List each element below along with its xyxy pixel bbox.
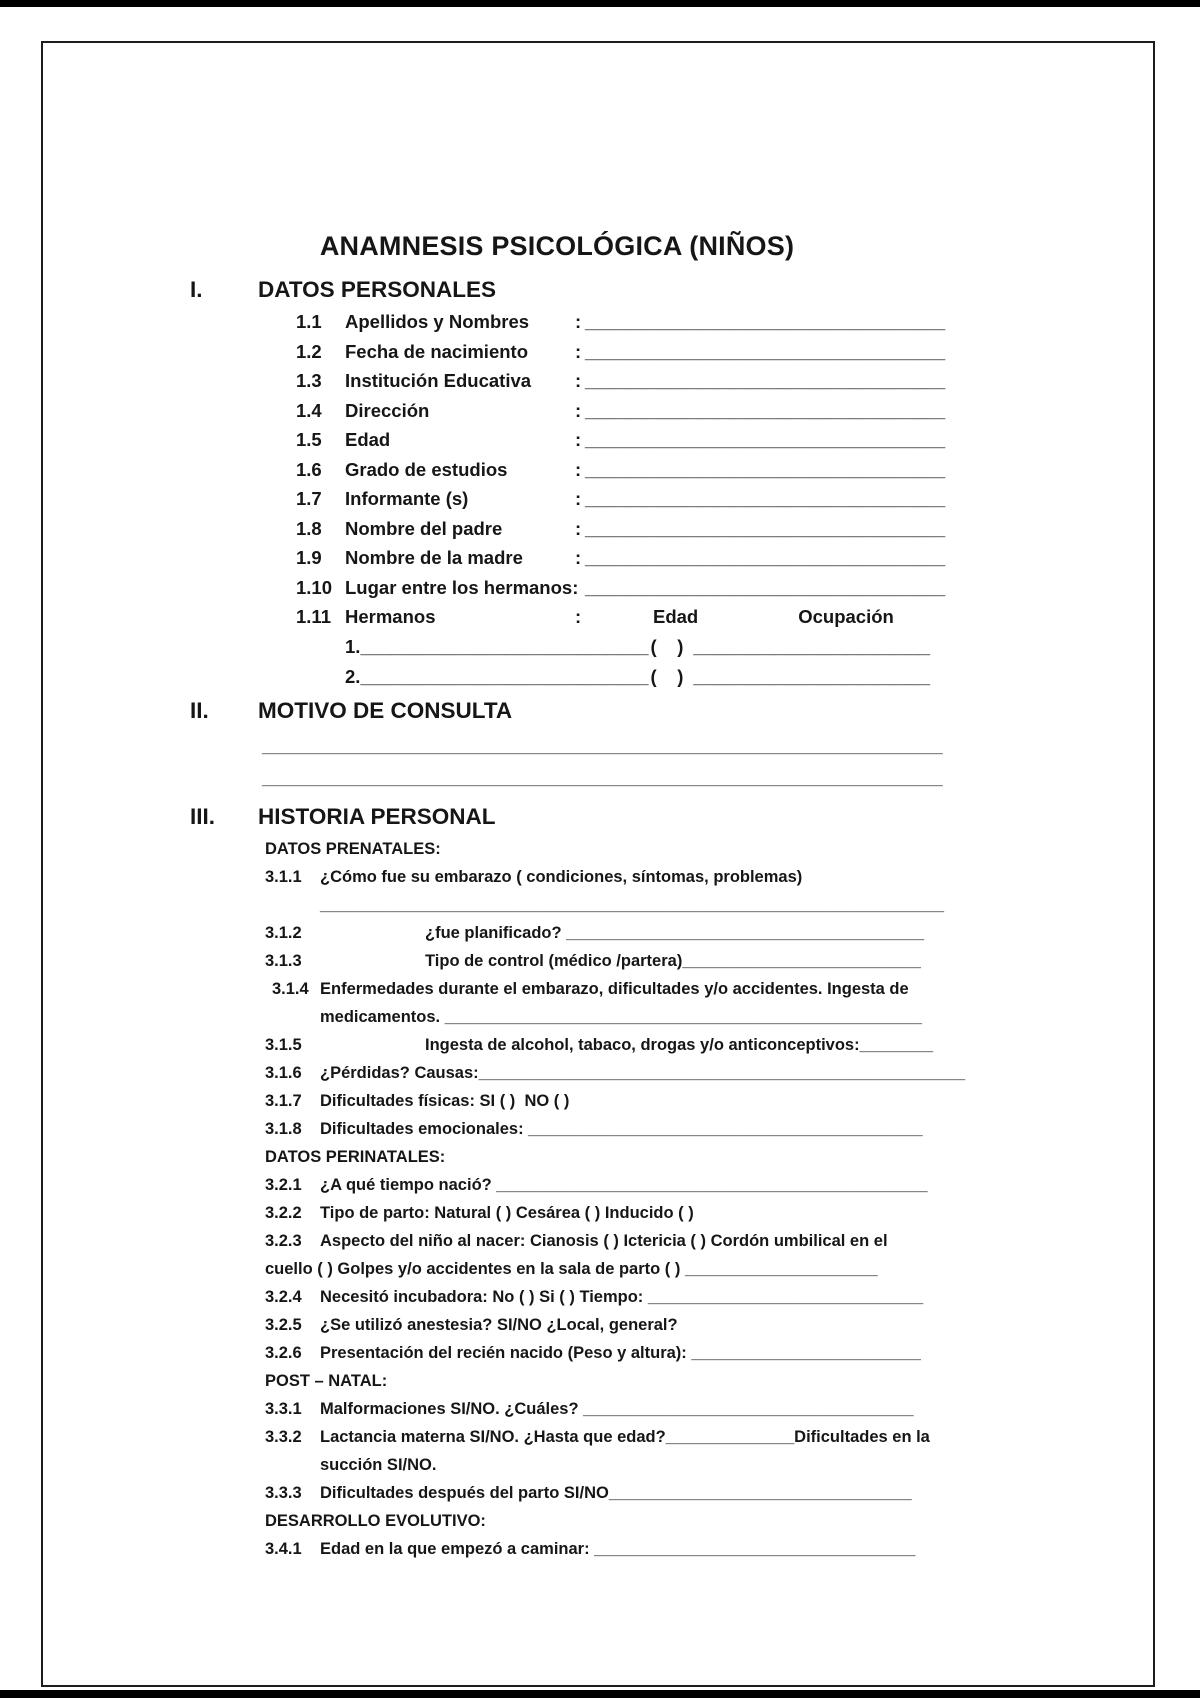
form-item-row	[265, 1227, 1156, 1255]
subsection-heading-text: POST – NATAL:	[265, 1371, 388, 1390]
item-text: Presentación del recién nacido (Peso y altura): _________________________	[320, 1343, 921, 1362]
historia-personal-body	[265, 835, 1156, 1563]
colon-separator: :	[575, 429, 582, 450]
field-label: Nombre del padre	[345, 517, 503, 539]
item-number: 3.2.4	[265, 1287, 302, 1306]
subsection-heading-text: DESARROLLO EVOLUTIVO:	[265, 1511, 486, 1530]
section-numeral: I.	[190, 277, 203, 302]
item-number: 1.6	[296, 458, 322, 480]
page-edge-bottom	[0, 1690, 1200, 1698]
item-text: ¿Pérdidas? Causas:_____________________________________________________	[320, 1063, 965, 1082]
answer-line: ________________________________________________________________________	[262, 768, 943, 788]
personal-data-rows	[42, 307, 1156, 692]
personal-data-row	[296, 573, 1156, 603]
form-item-row	[272, 975, 1156, 1003]
personal-data-row	[296, 337, 1156, 367]
colon-separator: :	[575, 311, 582, 332]
field-label: Grado de estudios	[345, 458, 508, 480]
item-text: ¿Se utilizó anestesia? SI/NO ¿Local, general?	[320, 1315, 678, 1334]
item-number: 1.9	[296, 547, 322, 568]
continuation-line	[265, 1451, 1156, 1479]
sibling-occupation-line: _______________________	[693, 665, 931, 687]
item-number: 3.1.5	[265, 1035, 302, 1054]
consulta-answer-area	[262, 731, 1156, 795]
blank-line: ___________________________________	[585, 547, 946, 568]
item-text: Enfermedades durante el embarazo, dificultades y/o accidentes. Ingesta de	[320, 979, 909, 998]
page-edge-top	[0, 0, 1200, 7]
colon-separator: :	[575, 517, 582, 539]
personal-data-row	[296, 396, 1156, 426]
item-number: 1.4	[296, 399, 322, 421]
section-heading: HISTORIA PERSONAL	[258, 803, 496, 829]
continuation-line	[265, 1255, 1156, 1283]
form-item-row	[265, 1311, 1156, 1339]
form-item-row	[265, 1171, 1156, 1199]
item-number: 3.1.6	[265, 1063, 302, 1082]
section-numeral: III.	[190, 803, 216, 829]
item-number: 3.2.3	[265, 1231, 302, 1250]
field-label: Nombre de la madre	[345, 547, 523, 568]
sibling-row	[345, 662, 1156, 692]
form-item-row	[265, 1423, 1156, 1451]
subsection-heading	[265, 1143, 1156, 1171]
subsection-heading-text: DATOS PRENATALES:	[265, 839, 441, 858]
item-number: 1.2	[296, 340, 322, 362]
item-text: Necesitó incubadora: No ( ) Si ( ) Tiempo: ______________________________	[320, 1287, 924, 1306]
column-header-ocupacion: Ocupación	[798, 606, 894, 627]
sibling-age-parens: ( )	[650, 635, 684, 657]
form-item-row	[265, 1031, 1156, 1059]
form-item-row	[265, 1283, 1156, 1311]
colon-separator: :	[575, 458, 582, 480]
colon-separator: :	[575, 606, 582, 627]
answer-line: ________________________________________________________________________	[262, 736, 943, 756]
form-item-row	[265, 919, 1156, 947]
item-text: Edad en la que empezó a caminar: ___________________________________	[320, 1539, 916, 1558]
form-item-row	[265, 1059, 1156, 1087]
blank-line: ___________________________________	[585, 576, 946, 598]
item-number: 3.3.2	[265, 1427, 302, 1446]
item-text: ¿fue planificado? _______________________________________	[425, 923, 925, 942]
subsection-heading	[265, 835, 1156, 863]
item-text: Ingesta de alcohol, tabaco, drogas y/o anticonceptivos:________	[425, 1035, 934, 1054]
item-text: succión SI/NO.	[320, 1455, 437, 1474]
personal-data-row	[296, 366, 1156, 396]
item-text: Lactancia materna SI/NO. ¿Hasta que edad?______________Dificultades en la	[320, 1427, 930, 1446]
item-text: ¿Cómo fue su embarazo ( condiciones, síntomas, problemas)	[320, 867, 803, 886]
form-item-row	[265, 1535, 1156, 1563]
item-number: 3.1.7	[265, 1091, 302, 1110]
subsection-heading	[265, 1367, 1156, 1395]
form-item-row	[265, 1479, 1156, 1507]
field-label: Apellidos y Nombres	[345, 311, 530, 332]
sibling-name-line: ____________________________	[360, 635, 649, 657]
subsection-heading	[265, 1507, 1156, 1535]
colon-separator: :	[575, 340, 582, 362]
personal-data-row	[296, 425, 1156, 455]
item-text: Dificultades emocionales: ___________________________________________	[320, 1119, 923, 1138]
blank-line: ___________________________________	[585, 399, 946, 421]
item-number: 3.2.2	[265, 1203, 302, 1222]
item-text: medicamentos. ____________________________________________________	[320, 1007, 922, 1026]
sibling-row	[345, 632, 1156, 662]
subsection-heading-text: DATOS PERINATALES:	[265, 1147, 446, 1166]
item-text: cuello ( ) Golpes y/o accidentes en la sala de parto ( ) _____________________	[265, 1259, 878, 1278]
item-number: 3.4.1	[265, 1539, 302, 1558]
field-label: Dirección	[345, 399, 430, 421]
sibling-age-parens: ( )	[650, 665, 684, 687]
field-label: Lugar entre los hermanos:	[345, 576, 579, 598]
siblings-header-row	[296, 602, 1156, 632]
item-number: 3.1.2	[265, 923, 302, 942]
item-number: 1.8	[296, 517, 322, 539]
sibling-name-line: ____________________________	[360, 665, 649, 687]
blank-line: ___________________________________	[585, 488, 946, 509]
item-number: 3.1.4	[272, 979, 309, 998]
field-label: Fecha de nacimiento	[345, 340, 528, 362]
section-numeral: II.	[190, 697, 209, 723]
sibling-occupation-line: _______________________	[693, 635, 931, 657]
item-number: 3.3.1	[265, 1399, 302, 1418]
sibling-number: 1.	[345, 635, 361, 657]
item-text: Tipo de control (médico /partera)__________________________	[425, 951, 921, 970]
form-item-row	[265, 863, 1156, 891]
item-text: Aspecto del niño al nacer: Cianosis ( ) Ictericia ( ) Cordón umbilical en el	[320, 1231, 888, 1250]
blank-line: ___________________________________	[585, 429, 946, 450]
item-number: 3.3.3	[265, 1483, 302, 1502]
section-heading: DATOS PERSONALES	[258, 277, 496, 302]
personal-data-row	[296, 307, 1156, 337]
item-number: 1.1	[296, 311, 322, 332]
blank-line: ___________________________________	[585, 340, 946, 362]
field-label: Institución Educativa	[345, 370, 532, 391]
blank-line: ___________________________________	[585, 370, 946, 391]
item-number: 1.5	[296, 429, 322, 450]
section-3-heading	[190, 803, 1156, 831]
item-text: Tipo de parto: Natural ( ) Cesárea ( ) Inducido ( )	[320, 1203, 694, 1222]
form-item-row	[265, 1395, 1156, 1423]
blank-line: ___________________________________	[585, 458, 946, 480]
blank-line: ___________________________________	[585, 311, 946, 332]
item-number: 1.7	[296, 488, 322, 509]
personal-data-row	[296, 543, 1156, 573]
item-text: Dificultades físicas: SI ( ) NO ( )	[320, 1091, 570, 1110]
field-label: Edad	[345, 429, 391, 450]
column-header-edad: Edad	[653, 606, 699, 627]
ruled-line: ____________________________________________________________________	[320, 895, 945, 914]
colon-separator: :	[575, 399, 582, 421]
section-1-heading	[190, 276, 1156, 304]
form-item-row	[265, 1115, 1156, 1143]
colon-separator: :	[575, 547, 582, 568]
form-item-row	[265, 947, 1156, 975]
colon-separator: :	[575, 370, 582, 391]
section-heading: MOTIVO DE CONSULTA	[258, 697, 513, 723]
item-text: ¿A qué tiempo nació? _______________________________________________	[320, 1175, 928, 1194]
item-number: 3.2.1	[265, 1175, 302, 1194]
item-number: 1.3	[296, 370, 322, 391]
item-text: Malformaciones SI/NO. ¿Cuáles? ____________________________________	[320, 1399, 914, 1418]
item-number: 3.1.3	[265, 951, 302, 970]
field-label: Informante (s)	[345, 488, 469, 509]
form-item-row	[265, 1339, 1156, 1367]
continuation-line	[265, 1003, 1156, 1031]
item-number: 3.2.5	[265, 1315, 302, 1334]
page-content	[42, 42, 1156, 1563]
doc-title: ANAMNESIS PSICOLÓGICA (NIÑOS)	[319, 231, 795, 261]
item-number: 3.1.1	[265, 867, 302, 886]
item-number: 1.11	[296, 606, 331, 627]
item-number: 3.2.6	[265, 1343, 302, 1362]
colon-separator: :	[575, 488, 582, 509]
section-2-heading	[190, 697, 1156, 725]
item-number: 1.10	[296, 576, 333, 598]
personal-data-row	[296, 455, 1156, 485]
sibling-number: 2.	[345, 665, 361, 687]
field-label: Hermanos	[345, 606, 436, 627]
form-item-row	[265, 1087, 1156, 1115]
blank-line: ___________________________________	[585, 517, 946, 539]
ruled-line-row	[265, 891, 1156, 919]
personal-data-row	[296, 484, 1156, 514]
item-text: Dificultades después del parto SI/NO_________________________________	[320, 1483, 912, 1502]
personal-data-row	[296, 514, 1156, 544]
item-number: 3.1.8	[265, 1119, 302, 1138]
form-item-row	[265, 1199, 1156, 1227]
